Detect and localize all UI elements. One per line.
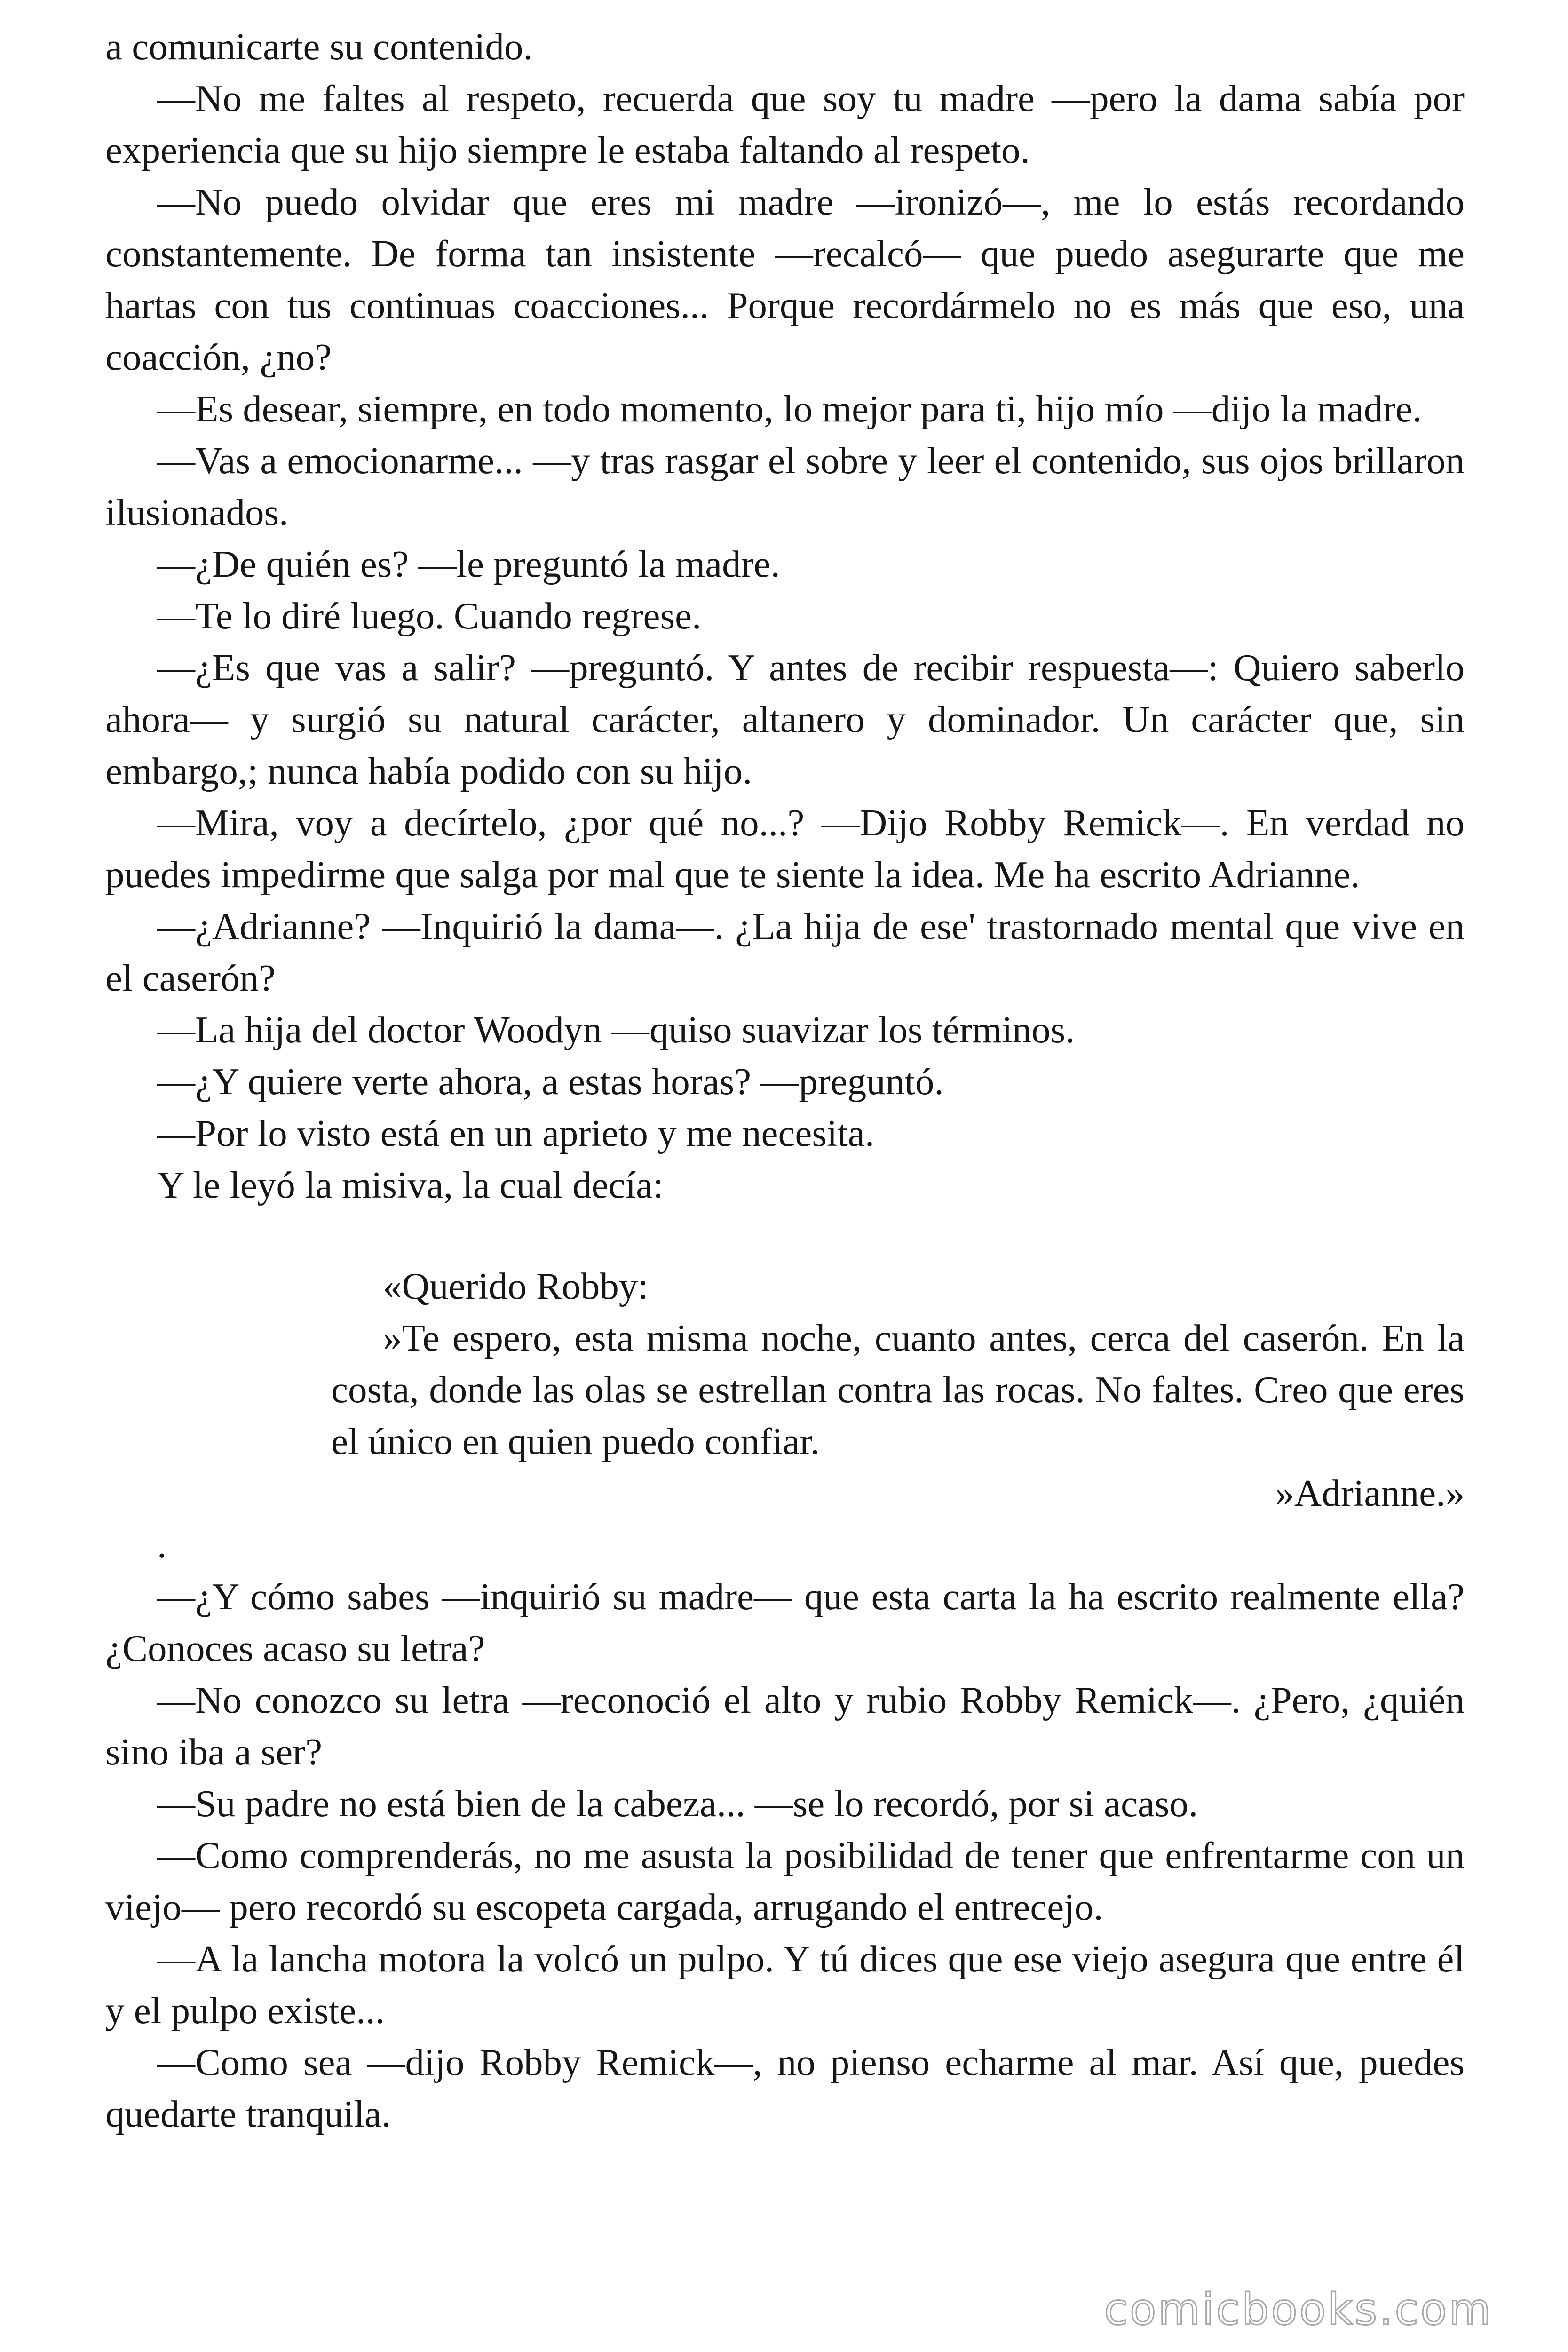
stray-mark: . bbox=[157, 1524, 167, 1566]
paragraph: —Es desear, siempre, en todo momento, lo mejor para ti, hijo mío —dijo la madre. bbox=[157, 388, 1422, 430]
paragraph: —Como sea —dijo Robby Remick—, no pienso echarme al mar. Así que, puedes quedarte tranquila. bbox=[105, 2041, 1465, 2135]
paragraph: —No me faltes al respeto, recuerda que soy tu madre —pero la dama sabía por experiencia que su hijo siempre le estaba faltando al respeto. bbox=[105, 77, 1465, 171]
paragraph: —A la lancha motora la volcó un pulpo. Y tú dices que ese viejo asegura que entre él y el pulpo existe... bbox=[105, 1938, 1465, 2032]
paragraphs-before bbox=[105, 21, 1465, 1211]
paragraph: a comunicarte su contenido. bbox=[105, 25, 533, 68]
paragraph: —¿Y quiere verte ahora, a estas horas? —preguntó. bbox=[157, 1060, 944, 1103]
paragraph: —¿Y cómo sabes —inquirió su madre— que esta carta la ha escrito realmente ella? ¿Conoces acaso su letra? bbox=[105, 1575, 1465, 1669]
paragraph: —Te lo diré luego. Cuando regrese. bbox=[157, 595, 702, 637]
paragraph: —¿Es que vas a salir? —preguntó. Y antes de recibir respuesta—: Quiero saberlo ahora— y surgió su natural carácter, altanero y dominador. Un carácter que, sin embargo,; nunca había podido con su hijo. bbox=[105, 646, 1465, 792]
paragraphs-after bbox=[105, 1571, 1465, 2140]
letter-body: »Te espero, esta misma noche, cuanto antes, cerca del caserón. En la costa, donde las olas se estrellan contra las rocas. No faltes. Creo que eres el único en quien puedo confiar. bbox=[331, 1317, 1465, 1462]
letter-quote bbox=[331, 1260, 1465, 1519]
paragraph: —Por lo visto está en un aprieto y me necesita. bbox=[157, 1112, 875, 1154]
page-text bbox=[105, 21, 1465, 2140]
paragraph: Y le leyó la misiva, la cual decía: bbox=[157, 1164, 664, 1206]
paragraph: —Mira, voy a decírtelo, ¿por qué no...? —Dijo Robby Remick—. En verdad no puedes impedirme que salga por mal que te siente la idea. Me ha escrito Adrianne. bbox=[105, 802, 1465, 896]
paragraph: —La hija del doctor Woodyn —quiso suavizar los términos. bbox=[157, 1009, 1075, 1051]
paragraph: —Vas a emocionarme... —y tras rasgar el sobre y leer el contenido, sus ojos brillaron ilusionados. bbox=[105, 439, 1465, 533]
letter-salutation: «Querido Robby: bbox=[383, 1265, 649, 1307]
paragraph: —No puedo olvidar que eres mi madre —ironizó—, me lo estás recordando constantemente. De forma tan insistente —recalcó— que puedo asegurarte que me hartas con tus continuas coacciones... Porque recordármelo no es más que eso, una coacción, ¿no? bbox=[105, 181, 1465, 378]
watermark-logo: comicbooks.com bbox=[1104, 2284, 1493, 2335]
letter-signature: »Adrianne.» bbox=[1275, 1472, 1465, 1514]
paragraph: —¿De quién es? —le preguntó la madre. bbox=[157, 543, 780, 585]
paragraph: —No conozco su letra —reconoció el alto y rubio Robby Remick—. ¿Pero, ¿quién sino iba a ser? bbox=[105, 1679, 1465, 1773]
paragraph: —Su padre no está bien de la cabeza... —se lo recordó, por si acaso. bbox=[157, 1782, 1198, 1825]
paragraph: —¿Adrianne? —Inquirió la dama—. ¿La hija de ese' trastornado mental que vive en el caserón? bbox=[105, 905, 1465, 999]
paragraph: —Como comprenderás, no me asusta la posibilidad de tener que enfrentarme con un viejo— pero recordó su escopeta cargada, arrugando el entrecejo. bbox=[105, 1834, 1465, 1928]
